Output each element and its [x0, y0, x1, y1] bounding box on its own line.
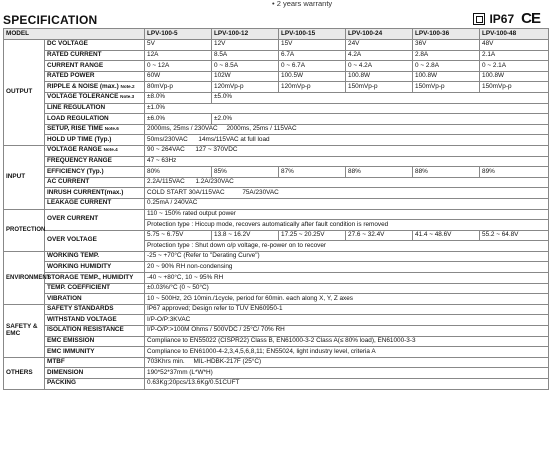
- table-row: [4, 177, 549, 188]
- table-row: [4, 71, 549, 82]
- cell: 88%: [413, 167, 480, 178]
- cell: 80mVp-p: [145, 82, 212, 93]
- cell: 27.6 ~ 32.4V: [346, 230, 413, 241]
- note-ref: Note.6: [104, 126, 119, 132]
- cell: ±1.0%: [145, 103, 549, 114]
- cell: 89%: [480, 167, 549, 178]
- row-label: DC VOLTAGE: [45, 40, 145, 51]
- row-label: [45, 92, 145, 103]
- note-ref: Note.2: [120, 83, 135, 89]
- model-col: LPV-100-15: [279, 29, 346, 40]
- table-row: [4, 145, 549, 156]
- cell: ±5.0%: [212, 92, 549, 103]
- cell: 5V: [145, 40, 212, 51]
- table-row: [4, 336, 549, 347]
- certification-marks: [473, 10, 540, 27]
- table-row: [4, 167, 549, 178]
- group-output: OUTPUT: [4, 40, 45, 146]
- row-label: RATED POWER: [45, 71, 145, 82]
- cell: I/P-O/P:3KVAC: [145, 315, 549, 326]
- table-row: [4, 82, 549, 93]
- cell: 87%: [279, 167, 346, 178]
- table-row: [4, 209, 549, 220]
- group-safety-emc: [4, 304, 45, 357]
- table-row: [4, 304, 549, 315]
- row-label: OVER VOLTAGE: [45, 230, 145, 251]
- group-input: INPUT: [4, 145, 45, 209]
- header-row: [4, 29, 549, 40]
- group-label: EMC: [6, 329, 21, 337]
- table-row: [4, 92, 549, 103]
- table-row: [4, 61, 549, 72]
- label-text: SETUP, RISE TIME: [47, 125, 103, 133]
- cell: 13.8 ~ 16.2V: [212, 230, 279, 241]
- cell: 4.2A: [346, 50, 413, 61]
- table-row: [4, 124, 549, 135]
- cell: ±2.0%: [212, 114, 549, 125]
- table-row: [4, 156, 549, 167]
- row-label: DIMENSION: [45, 368, 145, 379]
- cell: 190*52*37mm (L*W*H): [145, 368, 549, 379]
- table-row: [4, 251, 549, 262]
- group-label: ENVIRONMENT: [6, 274, 51, 281]
- label-text: RIPPLE & NOISE (max.): [47, 82, 119, 90]
- cell: ±0.03%/°C (0 ~ 50°C): [145, 283, 549, 294]
- cell: 5.75 ~ 6.75V: [145, 230, 212, 241]
- row-label: ISOLATION RESISTANCE: [45, 326, 145, 337]
- page-title: SPECIFICATION: [3, 13, 98, 27]
- cell: 80%: [145, 167, 212, 178]
- cell: 0 ~ 8.5A: [212, 61, 279, 72]
- row-label: INRUSH CURRENT(max.): [45, 188, 145, 199]
- cell: 41.4 ~ 48.6V: [413, 230, 480, 241]
- cell: 703Khrs min. MIL-HDBK-217F (25°C): [145, 357, 549, 368]
- group-protection: [4, 209, 45, 251]
- table-row: [4, 347, 549, 358]
- spec-table: [3, 28, 549, 390]
- model-col: LPV-100-48: [480, 29, 549, 40]
- cell: 48V: [480, 40, 549, 51]
- cell: 120mVp-p: [212, 82, 279, 93]
- table-row: [4, 315, 549, 326]
- row-label: RATED CURRENT: [45, 50, 145, 61]
- row-label: LINE REGULATION: [45, 103, 145, 114]
- cell: 55.2 ~ 64.8V: [480, 230, 549, 241]
- cell: 90 ~ 264VAC 127 ~ 370VDC: [145, 145, 549, 156]
- table-row: [4, 198, 549, 209]
- table-row: [4, 294, 549, 305]
- cell: 10 ~ 500Hz, 2G 10min./1cycle, period for 60min. each along X, Y, Z axes: [145, 294, 549, 305]
- cell: 12A: [145, 50, 212, 61]
- cell: -40 ~ +80°C, 10 ~ 95% RH: [145, 273, 549, 284]
- row-label: MTBF: [45, 357, 145, 368]
- cell: Protection type : Shut down o/p voltage, re-power on to recover: [145, 241, 549, 252]
- model-col: LPV-100-36: [413, 29, 480, 40]
- cell: Compliance to EN61000-4-2,3,4,5,6,8,11; EN55024, light industry level, criteria A: [145, 347, 549, 358]
- row-label: EFFICIENCY (Typ.): [45, 167, 145, 178]
- table-row: [4, 357, 549, 368]
- label-text: VOLTAGE TOLERANCE: [47, 93, 119, 101]
- row-label: WITHSTAND VOLTAGE: [45, 315, 145, 326]
- table-row: [4, 379, 549, 390]
- label-text: VOLTAGE RANGE: [47, 146, 102, 154]
- group-label: PROTECTION: [6, 226, 46, 233]
- cell: 150mVp-p: [346, 82, 413, 93]
- model-header: MODEL: [4, 29, 145, 40]
- model-col: LPV-100-12: [212, 29, 279, 40]
- cell: 110 ~ 150% rated output power: [145, 209, 549, 220]
- cell: 36V: [413, 40, 480, 51]
- cell: 0 ~ 2.1A: [480, 61, 549, 72]
- table-row: [4, 50, 549, 61]
- cell: 0 ~ 2.8A: [413, 61, 480, 72]
- row-label: SAFETY STANDARDS: [45, 304, 145, 315]
- model-col: LPV-100-5: [145, 29, 212, 40]
- cell: I/P-O/P:>100M Ohms / 500VDC / 25°C/ 70% RH: [145, 326, 549, 337]
- cell: 0 ~ 4.2A: [346, 61, 413, 72]
- cell: 15V: [279, 40, 346, 51]
- cell: 47 ~ 63Hz: [145, 156, 549, 167]
- cell: 0.25mA / 240VAC: [145, 198, 549, 209]
- table-row: [4, 262, 549, 273]
- cell: 0 ~ 6.7A: [279, 61, 346, 72]
- cell: 0.63Kg;20pcs/13.6Kg/0.51CUFT: [145, 379, 549, 390]
- table-row: [4, 273, 549, 284]
- cell: 150mVp-p: [413, 82, 480, 93]
- cell: 6.7A: [279, 50, 346, 61]
- model-col: LPV-100-24: [346, 29, 413, 40]
- table-row: [4, 230, 549, 241]
- cell: 20 ~ 90% RH non-condensing: [145, 262, 549, 273]
- cell: 100.8W: [480, 71, 549, 82]
- cell: 17.25 ~ 20.25V: [279, 230, 346, 241]
- row-label: STORAGE TEMP., HUMIDITY: [45, 273, 145, 284]
- cell: 100.5W: [279, 71, 346, 82]
- cell: 150mVp-p: [480, 82, 549, 93]
- cell: COLD START 30A/115VAC 75A/230VAC: [145, 188, 549, 199]
- group-label: SAFETY &: [6, 323, 38, 331]
- row-label: FREQUENCY RANGE: [45, 156, 145, 167]
- cell: 120mVp-p: [279, 82, 346, 93]
- cell: ±6.0%: [145, 114, 212, 125]
- cell: 100.8W: [413, 71, 480, 82]
- cell: Compliance to EN55022 (CISPR22) Class B, EN61000-3-2 Class A(≤ 80% load), EN61000-3-3: [145, 336, 549, 347]
- table-row: [4, 188, 549, 199]
- table-row: [4, 135, 549, 146]
- cell: Protection type : Hiccup mode, recovers automatically after fault condition is removed: [145, 220, 549, 231]
- table-row: [4, 103, 549, 114]
- ip-rating: IP67: [489, 11, 515, 26]
- row-label: WORKING HUMIDITY: [45, 262, 145, 273]
- note-ref: Note.4: [103, 147, 118, 153]
- cell: IP67 approved; Design refer to TUV EN60950-1: [145, 304, 549, 315]
- group-environment: [4, 251, 51, 304]
- row-label: TEMP. COEFFICIENT: [45, 283, 145, 294]
- cell: ±8.0%: [145, 92, 212, 103]
- row-label: [45, 82, 145, 93]
- cell: 102W: [212, 71, 279, 82]
- table-row: [4, 40, 549, 51]
- row-label: AC CURRENT: [45, 177, 145, 188]
- row-label: LEAKAGE CURRENT: [45, 198, 145, 209]
- table-row: [4, 283, 549, 294]
- row-label: OVER CURRENT: [45, 209, 145, 230]
- note-ref: Note.3: [120, 94, 135, 100]
- cell: 88%: [346, 167, 413, 178]
- cell: 100.8W: [346, 71, 413, 82]
- cell: 2.8A: [413, 50, 480, 61]
- cell: 50ms/230VAC 14ms/115VAC at full load: [145, 135, 549, 146]
- cell: 2.2A/115VAC 1.2A/230VAC: [145, 177, 549, 188]
- cell: 12V: [212, 40, 279, 51]
- group-others: OTHERS: [4, 357, 45, 389]
- cell: 85%: [212, 167, 279, 178]
- cell: 2000ms, 25ms / 230VAC 2000ms, 25ms / 115VAC: [145, 124, 549, 135]
- row-label: PACKING: [45, 379, 145, 390]
- cell: 8.5A: [212, 50, 279, 61]
- cell: 2.1A: [480, 50, 549, 61]
- row-label: EMC IMMUNITY: [45, 347, 145, 358]
- cell: 0 ~ 12A: [145, 61, 212, 72]
- cell: 60W: [145, 71, 212, 82]
- row-label: VIBRATION: [45, 294, 145, 305]
- table-row: [4, 326, 549, 337]
- ce-mark: CE: [521, 10, 540, 27]
- table-row: [4, 114, 549, 125]
- row-label: HOLD UP TIME (Typ.): [45, 135, 145, 146]
- row-label: EMC EMISSION: [45, 336, 145, 347]
- row-label: WORKING TEMP.: [45, 251, 145, 262]
- double-insulation-icon: [473, 13, 485, 25]
- table-row: [4, 368, 549, 379]
- cell: -25 ~ +70°C (Refer to "Derating Curve"): [145, 251, 549, 262]
- row-label: CURRENT RANGE: [45, 61, 145, 72]
- row-label: LOAD REGULATION: [45, 114, 145, 125]
- cell: 24V: [346, 40, 413, 51]
- row-label: [45, 124, 145, 135]
- row-label: [45, 145, 145, 156]
- warranty-note: • 2 years warranty: [272, 0, 333, 8]
